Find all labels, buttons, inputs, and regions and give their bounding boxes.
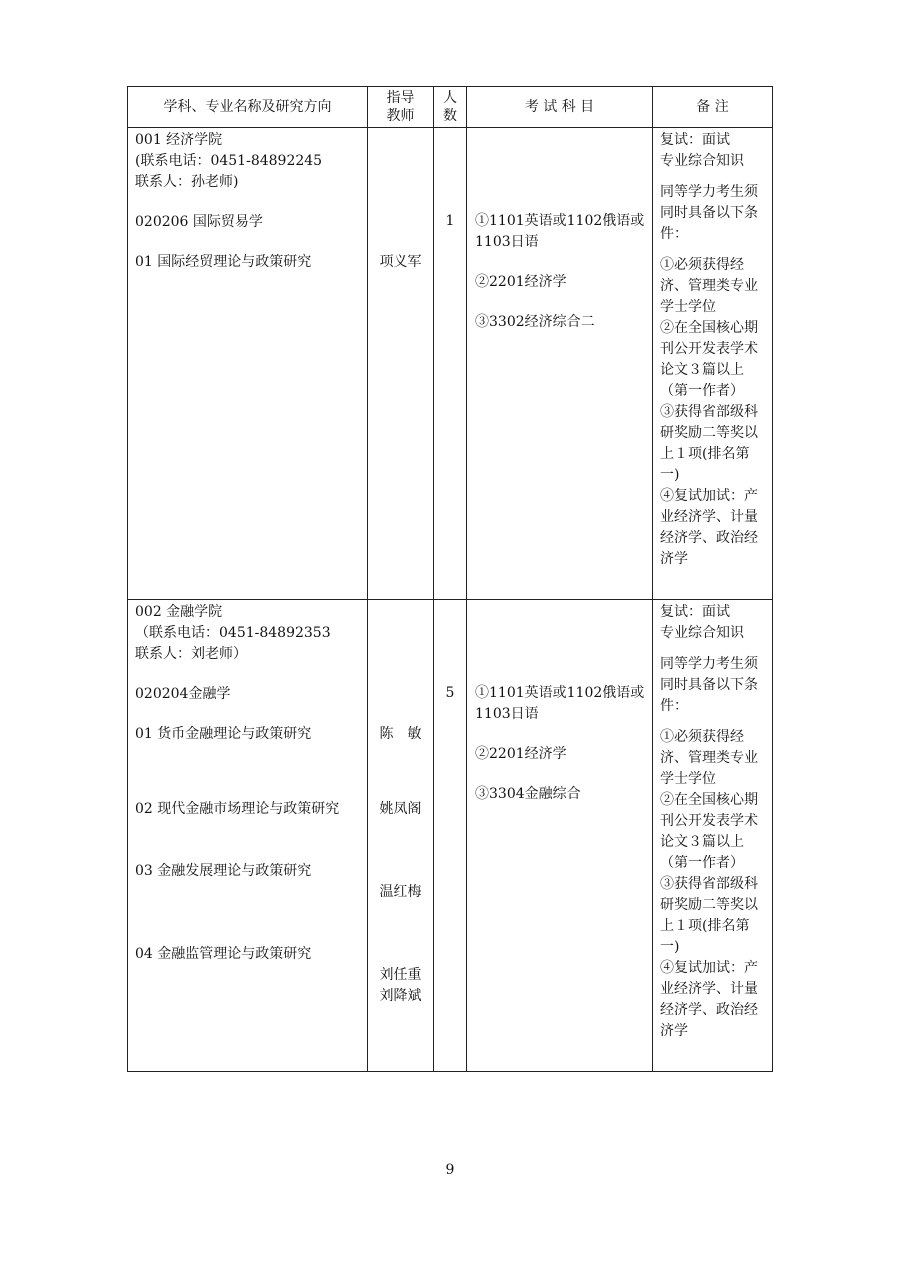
page-number: 9 — [445, 1162, 455, 1178]
note-line: ④复试加试：产业经济学、计量经济学、政治经济学 — [660, 488, 758, 567]
note-line: 同等学力考生须同时具备以下条件： — [660, 656, 758, 714]
exam-subject: ①1101英语或1102俄语或1103日语 — [475, 213, 645, 250]
note-line: ②在全国核心期刊公开发表学术论文３篇以上（第一作者） — [660, 320, 758, 399]
note-line: 同等学力考生须同时具备以下条件： — [660, 184, 758, 242]
header-major: 学科、专业名称及研究方向 — [128, 87, 368, 128]
exam-subject: ②2201经济学 — [475, 746, 567, 762]
direction-name: 03 金融发展理论与政策研究 — [135, 863, 312, 879]
note-line: ②在全国核心期刊公开发表学术论文３篇以上（第一作者） — [660, 792, 758, 871]
college-name: 001 经济学院 — [135, 132, 223, 148]
specialty-name: 020204金融学 — [135, 686, 231, 702]
header-advisor: 指导 教师 — [368, 87, 434, 128]
advisor-cell — [368, 600, 434, 1072]
enrollment-count: 1 — [445, 213, 455, 229]
note-line: 专业综合知识 — [660, 625, 744, 641]
note-line: 复试：面试 — [660, 132, 730, 148]
college-contact: 联系人：刘老师） — [135, 646, 247, 662]
enrollment-count: 5 — [445, 685, 455, 701]
count-cell — [434, 600, 467, 1072]
table-row — [128, 128, 773, 600]
major-cell — [128, 600, 368, 1072]
header-count: 人 数 — [434, 87, 467, 128]
specialty-name: 020206 国际贸易学 — [135, 214, 263, 230]
college-phone: （联系电话：0451-84892353 — [135, 625, 331, 641]
admissions-table — [127, 86, 773, 1072]
note-line: ①必须获得经济、管理类专业学士学位 — [660, 729, 758, 787]
college-contact: 联系人：孙老师) — [135, 174, 239, 190]
note-line: ④复试加试：产业经济学、计量经济学、政治经济学 — [660, 960, 758, 1039]
advisor-cell — [368, 128, 434, 600]
exam-cell — [467, 600, 653, 1072]
note-line: ③获得省部级科研奖励二等奖以上１项(排名第一) — [660, 404, 758, 483]
header-row — [128, 87, 773, 128]
note-line: 专业综合知识 — [660, 153, 744, 169]
table-row — [128, 600, 773, 1072]
advisor-name: 刘降斌 — [379, 988, 422, 1004]
exam-subject: ②2201经济学 — [475, 274, 567, 290]
direction-name: 01 货币金融理论与政策研究 — [135, 726, 312, 742]
note-line: ③获得省部级科研奖励二等奖以上１项(排名第一) — [660, 876, 758, 955]
exam-subject: ①1101英语或1102俄语或1103日语 — [475, 685, 645, 722]
note-cell — [653, 128, 773, 600]
exam-cell — [467, 128, 653, 600]
note-line: ①必须获得经济、管理类专业学士学位 — [660, 257, 758, 315]
college-name: 002 金融学院 — [135, 604, 223, 620]
college-phone: (联系电话：0451-84892245 — [135, 153, 323, 169]
major-cell — [128, 128, 368, 600]
direction-name: 01 国际经贸理论与政策研究 — [135, 254, 312, 270]
advisor-name: 温红梅 — [379, 884, 422, 900]
exam-subject: ③3302经济综合二 — [475, 314, 595, 330]
header-note: 备 注 — [653, 87, 773, 128]
note-cell — [653, 600, 773, 1072]
exam-subject: ③3304金融综合 — [475, 786, 581, 802]
advisor-name: 项义军 — [379, 254, 422, 270]
advisor-name: 陈 敏 — [379, 726, 422, 742]
advisor-name: 刘任重 — [379, 967, 422, 983]
count-cell — [434, 128, 467, 600]
direction-name: 04 金融监管理论与政策研究 — [135, 946, 312, 962]
header-exam: 考 试 科 目 — [467, 87, 653, 128]
note-line: 复试：面试 — [660, 604, 730, 620]
advisor-name: 姚凤阁 — [379, 801, 422, 817]
direction-name: 02 现代金融市场理论与政策研究 — [135, 801, 340, 817]
